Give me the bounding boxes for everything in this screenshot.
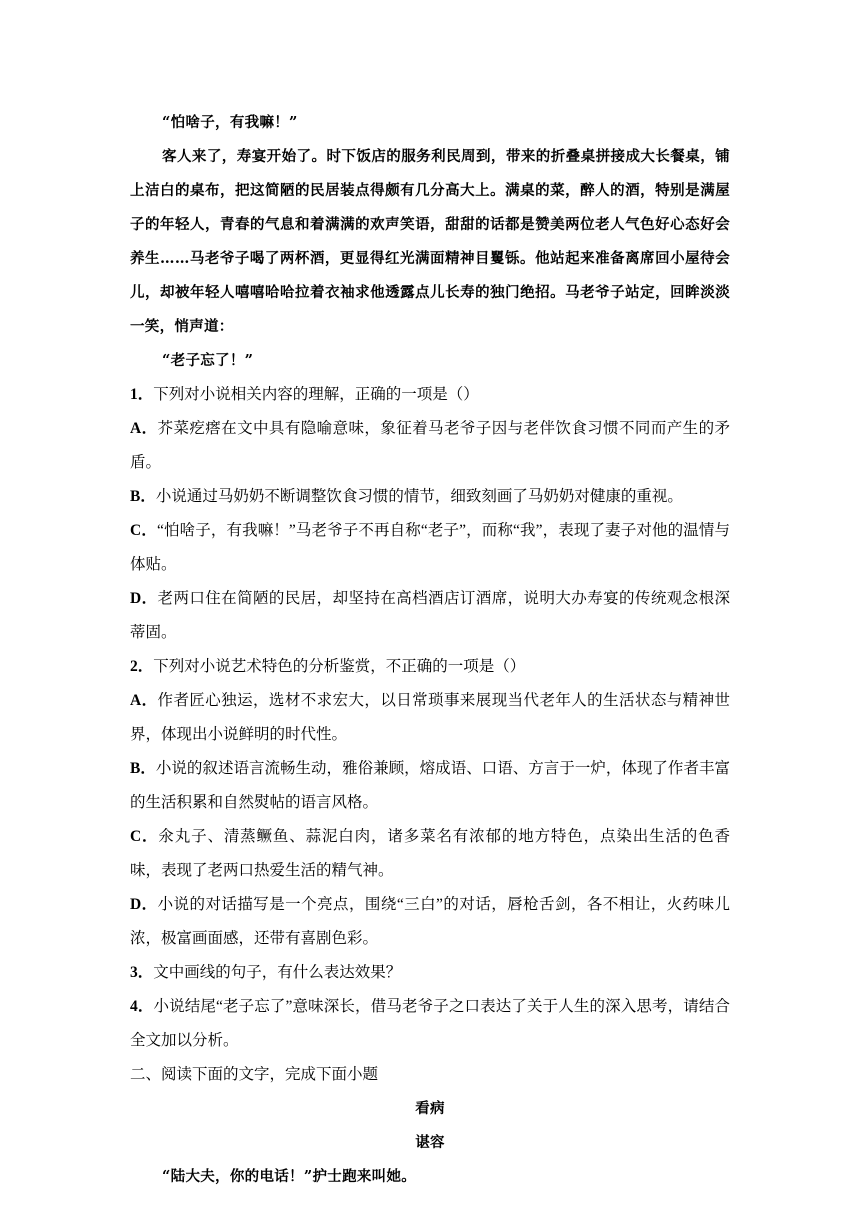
section-2-story-author: 谌容 [415,1134,445,1151]
question-2-option-c [130,820,730,888]
option-label: B． [130,760,156,777]
option-label: C． [130,522,157,539]
option-text: 小说通过马奶奶不断调整饮食习惯的情节，细致刻画了马奶奶对健康的重视。 [155,488,683,505]
story-closing-quote: “老子忘了！” [162,352,254,369]
question-1-number: 1． [130,386,154,403]
question-3-stem [130,956,730,990]
option-label: D． [130,590,158,607]
question-2-option-b [130,752,730,820]
question-1-text: 下列对小说相关内容的理解，正确的一项是（） [153,386,479,403]
question-4-number: 4． [130,998,154,1015]
option-text: 氽丸子、清蒸鳜鱼、蒜泥白肉，诸多菜名有浓郁的地方特色，点染出生活的色香味，表现了老两口热爱生活的精气神。 [130,828,730,879]
question-1-option-a [130,412,730,480]
question-1-stem [130,378,730,412]
question-3-number: 3． [130,964,154,981]
question-2-option-a [130,684,730,752]
question-2-option-d [130,888,730,956]
option-text: 老两口住在简陋的民居，却坚持在高档酒店订酒席，说明大办寿宴的传统观念根深蒂固。 [130,590,730,641]
question-4-stem [130,990,730,1058]
option-text: 作者匠心独运，选材不求宏大，以日常琐事来展现当代老年人的生活状态与精神世界，体现出小说鲜明的时代性。 [130,692,730,743]
option-text: 芥菜疙瘩在文中具有隐喻意味，象征着马老爷子因与老伴饮食习惯不同而产生的矛盾。 [130,420,730,471]
option-text: 小说的对话描写是一个亮点，围绕“三白”的对话，唇枪舌剑，各不相让，火药味儿浓，极富画面感，还带有喜剧色彩。 [130,896,730,947]
question-4-text: 小说结尾“老子忘了”意味深长，借马老爷子之口表达了关于人生的深入思考，请结合全文加以分析。 [130,998,730,1049]
option-label: A． [130,692,158,709]
question-2-text: 下列对小说艺术特色的分析鉴赏，不正确的一项是（） [153,658,526,675]
story-banquet-paragraph: 客人来了，寿宴开始了。时下饭店的服务利民周到，带来的折叠桌拼接成大长餐桌，铺上洁白的桌布，把这简陋的民居装点得颇有几分高大上。满桌的菜，醉人的酒，特别是满屋子的年轻人，青春的气息和着满满的欢声笑语，甜甜的话都是赞美两位老人气色好心态好会养生……马老爷子喝了两杯酒，更显得红光满面精神目矍铄。他站起来准备离席回小屋待会儿，却被年轻人嘻嘻哈哈拉着衣袖求他透露点儿长寿的独门绝招。马老爷子站定，回眸淡淡一笑，悄声道： [130,148,730,335]
question-3-text: 文中画线的句子，有什么表达效果？ [153,964,402,981]
section-2-first-line: “陆大夫，你的电话！”护士跑来叫她。 [162,1168,417,1185]
option-label: C． [130,828,159,845]
question-1-option-b [130,480,730,514]
option-label: B． [130,488,156,505]
question-1-option-d [130,582,730,650]
document-content [130,106,730,1194]
option-label: D． [130,896,158,913]
question-2-stem [130,650,730,684]
question-1-option-c [130,514,730,582]
option-text: 小说的叙述语言流畅生动，雅俗兼顾，熔成语、口语、方言于一炉，体现了作者丰富的生活积累和自然熨帖的语言风格。 [130,760,730,811]
section-2-heading: 二、阅读下面的文字，完成下面小题 [130,1066,379,1083]
story-quote-line: “怕啥子，有我嘛！” [162,114,298,131]
option-label: A． [130,420,158,437]
option-text: “怕啥子，有我嘛！”马老爷子不再自称“老子”，而称“我”，表现了妻子对他的温情与体贴。 [130,522,731,573]
question-2-number: 2． [130,658,154,675]
section-2-story-title: 看病 [415,1100,445,1117]
